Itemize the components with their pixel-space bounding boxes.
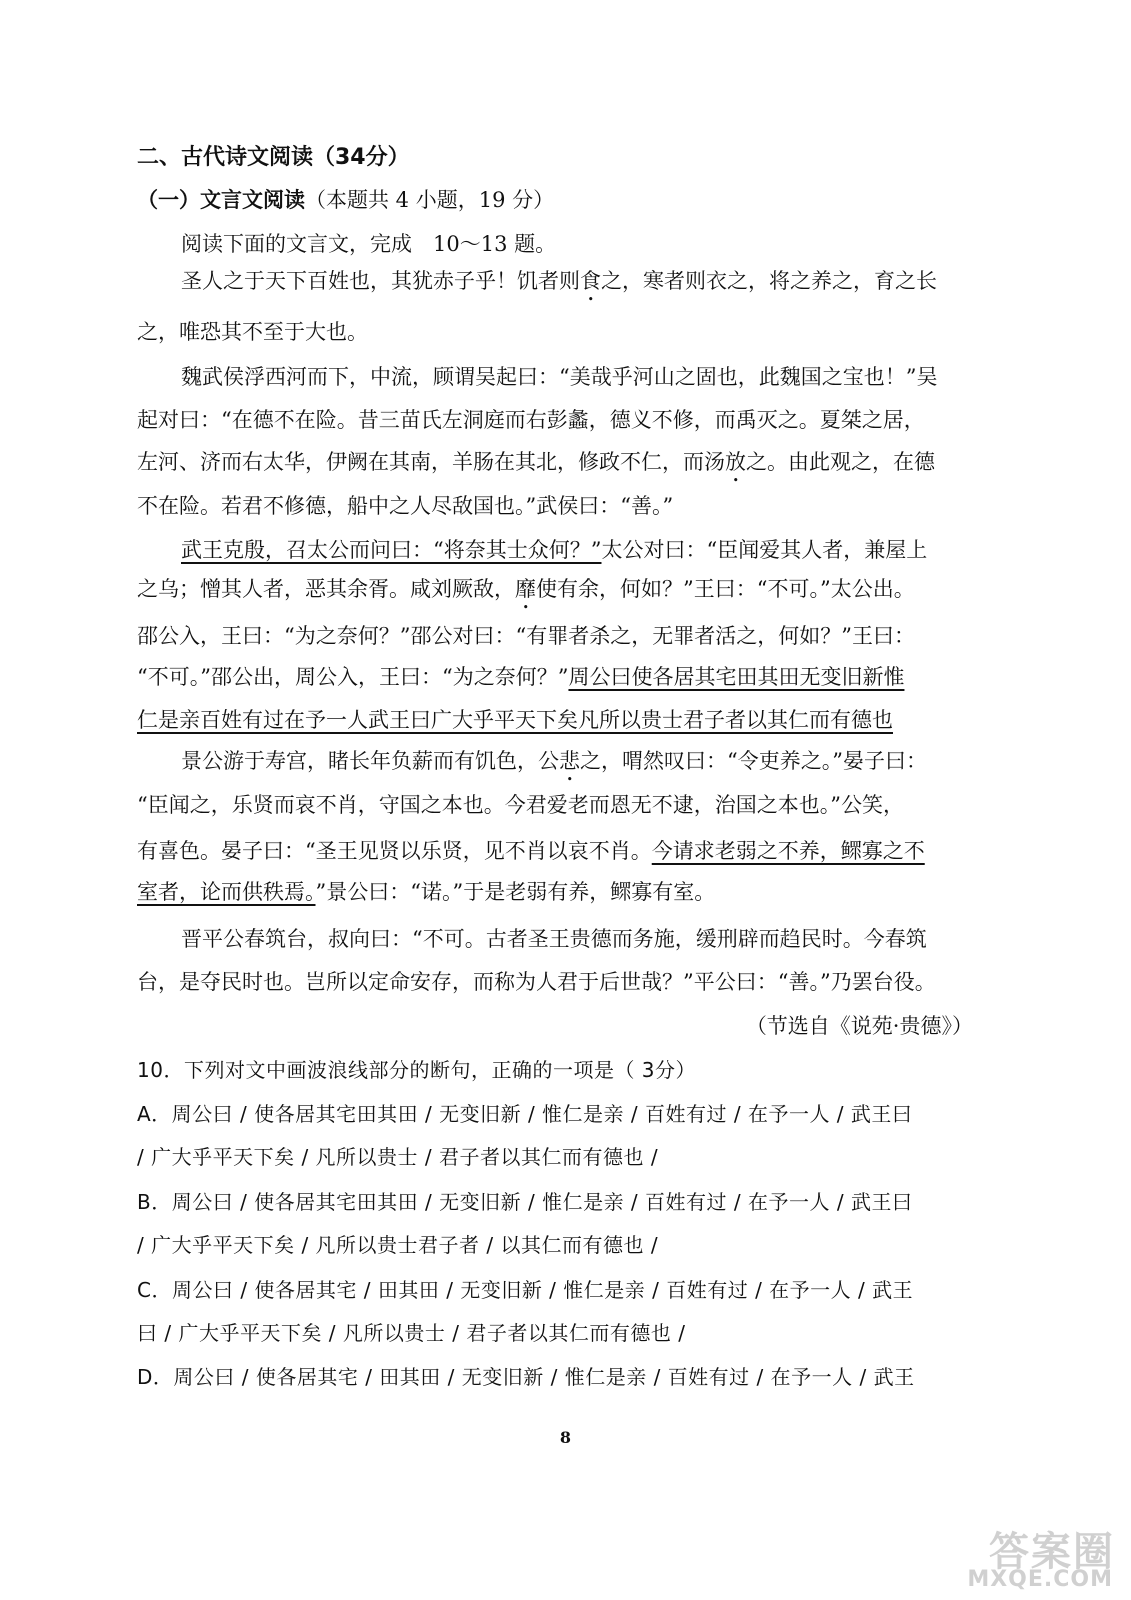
option-b-line-2: / 广大乎平天下矣 / 凡所以贵士君子者 / 以其仁而有德也 / [137,1233,659,1257]
option-d-line-1: D．周公曰 / 使各居其宅 / 田其田 / 无变旧新 / 惟仁是亲 / 百姓有过 / 在予一人 / 武王 [137,1365,915,1389]
dotted-word: 悲 [559,749,580,773]
option-b-line-1: B．周公曰 / 使各居其宅田其田 / 无变旧新 / 惟仁是亲 / 百姓有过 / 在予一人 / 武王曰 [137,1190,913,1214]
text-segment: 左河、济而右太华，伊阙在其南，羊肠在其北，修政不仁，而汤 [137,450,725,474]
passage-paragraph-2-line-4: 不在险。若君不修德，船中之人尽敌国也。”武侯曰：“善。” [137,494,674,518]
text-segment: ”景公曰：“诺。”于是老弱有养，鳏寡有室。 [315,880,716,904]
text-segment: 使有余，何如？”王曰：“不可。”太公出。 [536,577,915,601]
section-title: 二、古代诗文阅读（34分） [137,145,410,170]
watermark-text: 答案圈 [989,1529,1115,1575]
text-segment: “不可。”邵公出，周公入，王曰：“为之奈何？” [137,665,569,689]
underlined-sentence: 今请求老弱之不养，鳏寡之不 [651,839,925,863]
passage-paragraph-2-line-1: 魏武侯浮西河而下，中流，顾谓吴起曰：“美哉乎河山之固也，此魏国之宝也！”吴 [181,365,938,389]
wavy-underlined-sentence: 仁是亲百姓有过在予一人武王曰广大乎平天下矣凡所以贵士君子者以其仁而有德也 [137,708,893,732]
passage-paragraph-3-line-3: 邵公入，王曰：“为之奈何？”邵公对曰：“有罪者杀之，无罪者活之，何如？”王曰： [137,624,915,648]
underlined-sentence: 武王克殷，召太公而问曰：“将奈其士众何？” [181,538,602,562]
text-segment: 之。由此观之，在德 [746,450,935,474]
subsection-title [137,185,554,215]
text-segment: 之乌；憎其人者，恶其余胥。咸刘厥敌， [137,577,515,601]
subsection-title-note: （本题共 4 小题，19 分） [305,188,555,212]
option-a-line-2: / 广大乎平天下矣 / 凡所以贵士 / 君子者以其仁而有德也 / [137,1145,659,1169]
passage-paragraph-4-line-2: “臣闻之，乐贤而哀不肖，守国之本也。今君爱老而恩无不逮，治国之本也。”公笑， [137,793,904,817]
watermark-logo [951,1520,1121,1592]
passage-paragraph-5-line-2: 台，是夺民时也。岂所以定命安存，而称为人君于后世哉？”平公曰：“善。”乃罢台役。 [137,970,936,994]
option-c-line-2: 曰 / 广大乎平天下矣 / 凡所以贵士 / 君子者以其仁而有德也 / [137,1321,686,1345]
passage-source: （节选自《说苑·贵德》） [745,1014,973,1038]
subsection-title-bold: （一）文言文阅读 [137,188,305,212]
option-c-line-1: C．周公曰 / 使各居其宅 / 田其田 / 无变旧新 / 惟仁是亲 / 百姓有过 / 在予一人 / 武王 [137,1278,914,1302]
text-segment: 圣人之于天下百姓也，其犹赤子乎！饥者则 [181,269,580,293]
page-number: 8 [559,1428,572,1447]
underlined-sentence: 室者，论而供秩焉。 [137,880,316,904]
dotted-word: 靡 [515,577,536,601]
option-a-line-1: A．周公曰 / 使各居其宅田其田 / 无变旧新 / 惟仁是亲 / 百姓有过 / 在予一人 / 武王曰 [137,1102,913,1126]
text-segment: 之，喟然叹曰：“令吏养之。”晏子曰： [580,749,927,773]
passage-paragraph-1-line-1 [181,266,983,306]
passage-paragraph-4-line-1 [181,746,927,786]
passage-paragraph-1-line-2: 之，唯恐其不至于大也。 [137,320,368,344]
question-10-stem: 10．下列对文中画波浪线部分的断句，正确的一项是（ 3分） [137,1058,697,1082]
passage-paragraph-3-line-4 [137,662,904,692]
passage-paragraph-5-line-1: 晋平公春筑台，叔向曰：“不可。古者圣王贵德而务施，缓刑辟而趋民时。今春筑 [181,927,927,951]
wavy-underlined-sentence: 周公曰使各居其宅田其田无变旧新惟 [568,665,905,689]
passage-paragraph-3-line-5 [137,705,893,735]
dotted-word: 放 [725,450,746,474]
passage-paragraph-4-line-3 [137,836,925,866]
dotted-word: 食 [580,269,601,293]
passage-paragraph-3-line-1 [181,535,927,565]
text-segment: 景公游于寿宫，睹长年负薪而有饥色，公 [181,749,559,773]
passage-paragraph-4-line-4 [137,877,715,907]
text-segment: 太公对曰：“臣闻爱其人者，兼屋上 [601,538,928,562]
watermark-url: MXQE.COM [967,1567,1113,1592]
text-segment: 有喜色。晏子曰：“圣王见贤以乐贤，见不肖以哀不肖。 [137,839,652,863]
passage-paragraph-2-line-2: 起对曰：“在德不在险。昔三苗氏左洞庭而右彭蠡，德义不修，而禹灭之。夏桀之居， [137,408,925,432]
passage-paragraph-3-line-2 [137,574,915,614]
passage-paragraph-2-line-3 [137,447,935,487]
text-segment: 之，寒者则衣之，将之养之，育之长 [601,269,937,293]
instruction: 阅读下面的文言文，完成 10～13 题。 [181,232,557,256]
